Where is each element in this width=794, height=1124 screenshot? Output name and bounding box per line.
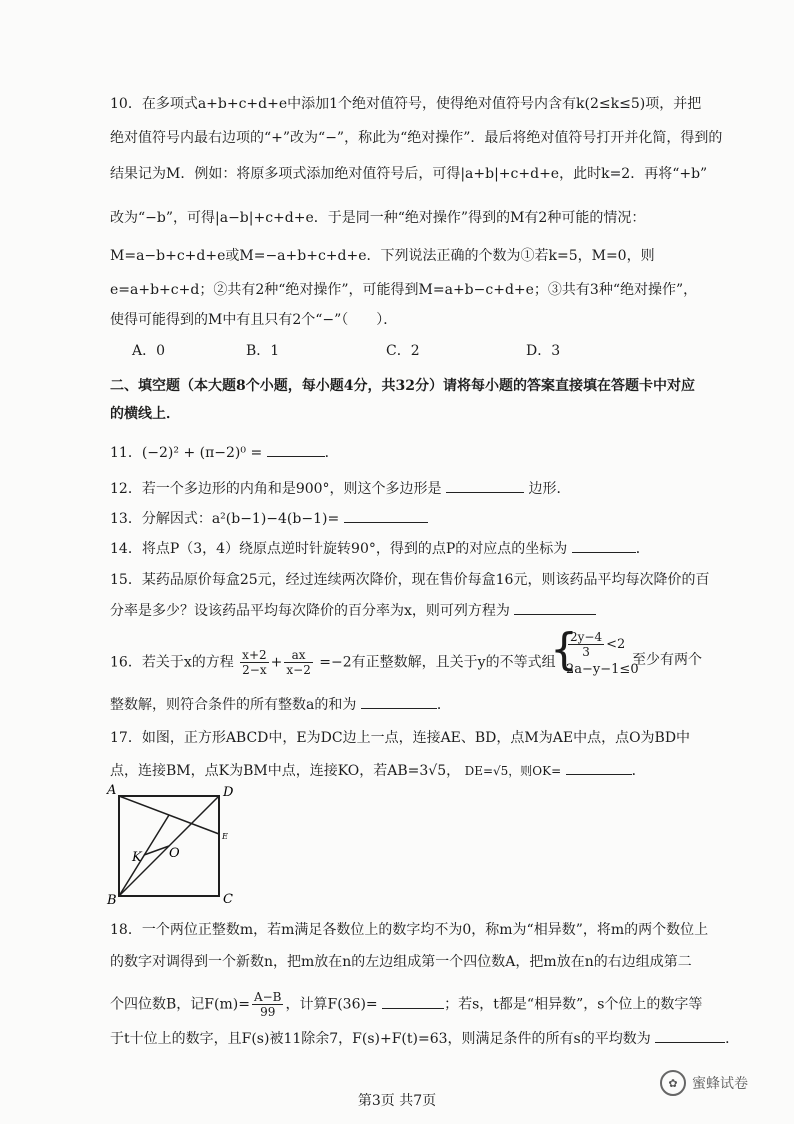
page-footer: 第3页 共7页 (357, 1093, 437, 1109)
q16-system-fraction (568, 630, 604, 659)
q16-system-row1-rhs: <2 (606, 637, 626, 652)
q16-system-fraction-denominator: 3 (582, 645, 590, 659)
q16-fraction-1-numerator: x+2 (242, 648, 267, 662)
q11: 11．(−2)² + (π−2)⁰ = ． (110, 442, 339, 463)
section2-heading-line1: 二、填空题（本大题8个小题，每小题4分，共32分）请将每小题的答案直接填在答题卡中对应 (110, 378, 695, 394)
label-d: D (223, 785, 234, 800)
q17-line1: 17．如图，正方形ABCD中，E为DC边上一点，连接AE、BD，点M为AE中点，点O为BD中 (110, 730, 691, 746)
q10-line5: M=a−b+c+d+e或M=−a+b+c+d+e．下列说法正确的个数为①若k=5，M=0，则 (110, 248, 655, 264)
q16-fraction-2 (284, 648, 312, 677)
q10-option-b: B．1 (246, 343, 280, 359)
q18-line4-text: 于t十位上的数字，且F(s)被11除余7，F(s)+F(t)=63，则满足条件的所有s的平均数为 (110, 1031, 651, 1047)
q14: 14．将点P（3，4）绕原点逆时针旋转90°，得到的点P的对应点的坐标为 ． (110, 538, 650, 559)
segment-bm (119, 815, 169, 896)
q11-text: 11．(−2)² + (π−2)⁰ = (110, 445, 263, 461)
q12-suffix: 边形． (528, 481, 571, 497)
q13 (110, 508, 428, 529)
q18-line3-text-b: ，计算F(36)= (285, 996, 378, 1013)
q10-line6: e=a+b+c+d；②共有2种“绝对操作”，可能得到M=a+b−c+d+e；③共有3种“绝对操作”， (110, 282, 698, 298)
q16-fraction-2-numerator: ax (284, 648, 312, 663)
q16-answer-blank[interactable] (361, 694, 437, 709)
bee-logo-icon: ✿ (660, 1070, 686, 1096)
q17-line2-text-a: 点，连接BM，点K为BM中点，连接KO，若AB=3√5， (110, 763, 461, 779)
watermark-text: 蜜蜂试卷 (692, 1076, 748, 1092)
label-b: B (107, 893, 117, 904)
q18-line3 (110, 990, 702, 1019)
q18-fraction (252, 990, 284, 1019)
q10-option-d: D．3 (526, 343, 561, 359)
label-c: C (223, 892, 233, 904)
q17-square-figure (105, 782, 240, 904)
q15-line2-text: 分率是多少？设该药品平均每次降价的百分率为x，则可列方程为 (110, 603, 510, 619)
q16-system-row2: 2a−y−1≤0 (566, 662, 639, 677)
q18-fraction-denominator: 99 (260, 1005, 276, 1019)
q18-fraction-numerator: A−B (253, 990, 282, 1004)
label-k: K (132, 850, 142, 865)
q10-line1: 10．在多项式a+b+c+d+e中添加1个绝对值符号，使得绝对值符号内含有k(2≤k≤5)项，并把 (110, 96, 702, 112)
q10-option-c: C．2 (386, 343, 420, 359)
q16-system-row1 (566, 630, 639, 659)
q10-line2: 绝对值符号内最右边项的“+”改为“−”，称此为“绝对操作”．最后将绝对值符号打开并化简，得到的 (110, 130, 723, 146)
q16-text-b: =−2有正整数解，且关于y的不等式组 (319, 654, 556, 671)
q16-text-a: 16．若关于x的方程 (110, 654, 234, 671)
q13-text: 13．分解因式：a²(b−1)−4(b−1)= (110, 511, 340, 527)
q12 (110, 478, 570, 499)
q18-line1: 18．一个两位正整数m，若m满足各数位上的数字均不为0，称m为“相异数”，将m的两个数位上 (110, 922, 709, 938)
q12-text: 12．若一个多边形的内角和是900°，则这个多边形是 (110, 481, 442, 497)
q10-line3: 结果记为M．例如：将原多项式添加绝对值符号后，可得|a+b|+c+d+e，此时k=2．再将“+b” (110, 166, 708, 182)
q16-system-fraction-numerator: 2y−4 (570, 630, 603, 644)
q16-fraction-1 (240, 648, 268, 677)
q18-answer-blank-1[interactable] (382, 994, 444, 1009)
q16-line1 (110, 648, 556, 677)
q16-line2: 整数解，则符合条件的所有整数a的和为 ． (110, 694, 451, 715)
label-a: A (107, 783, 117, 798)
q16-text-c: 至少有两个 (632, 652, 702, 668)
q16-system-brace: { (550, 624, 578, 675)
q18-line2: 的数字对调得到一个新数n，把m放在n的左边组成第一个四位数A，把m放在n的右边组成第二 (110, 954, 692, 970)
q15-line2 (110, 600, 596, 621)
q14-text: 14．将点P（3，4）绕原点逆时针旋转90°，得到的点P的对应点的坐标为 (110, 541, 568, 557)
q10-line7: 使得可能得到的M中有且只有2个“−”（ ）． (110, 312, 398, 328)
label-o: O (169, 846, 180, 861)
label-e: E (222, 832, 228, 841)
q17-line2: 点，连接BM，点K为BM中点，连接KO，若AB=3√5， DE=√5，则OK= ． (110, 760, 646, 781)
q11-answer-blank[interactable] (267, 442, 325, 457)
q10-line4: 改为“−b”，可得|a−b|+c+d+e．于是同一种“绝对操作”得到的M有2种可能的情况： (110, 210, 646, 226)
q12-answer-blank[interactable] (446, 478, 524, 493)
q18-line4: 于t十位上的数字，且F(s)被11除余7，F(s)+F(t)=63，则满足条件的所有s的平均数为 ． (110, 1028, 739, 1049)
q15-line1: 15．某药品原价每盒25元，经过连续两次降价，现在售价每盒16元，则该药品平均每次降价的百 (110, 572, 710, 588)
q17-answer-blank[interactable] (566, 760, 632, 775)
section2-heading-line2: 的横线上． (110, 406, 180, 422)
q10-option-a: A．0 (132, 343, 166, 359)
q16-fraction-2-denominator: x−2 (286, 663, 311, 677)
q16-system (566, 630, 639, 679)
q18-line3-text-a: 个四位数B，记F(m)= (110, 996, 250, 1013)
q14-answer-blank[interactable] (572, 538, 636, 553)
q16-plus: + (270, 654, 283, 671)
q13-answer-blank[interactable] (344, 508, 428, 523)
q16-line2-text: 整数解，则符合条件的所有整数a的和为 (110, 697, 357, 713)
q18-line3-text-c: ；若s，t都是“相异数”，s个位上的数字等 (444, 996, 703, 1013)
q15-answer-blank[interactable] (514, 600, 596, 615)
q16-fraction-1-denominator: 2−x (242, 663, 267, 677)
q18-answer-blank-2[interactable] (655, 1028, 725, 1043)
q17-line2-text-b: DE=√5，则OK= (464, 764, 562, 778)
